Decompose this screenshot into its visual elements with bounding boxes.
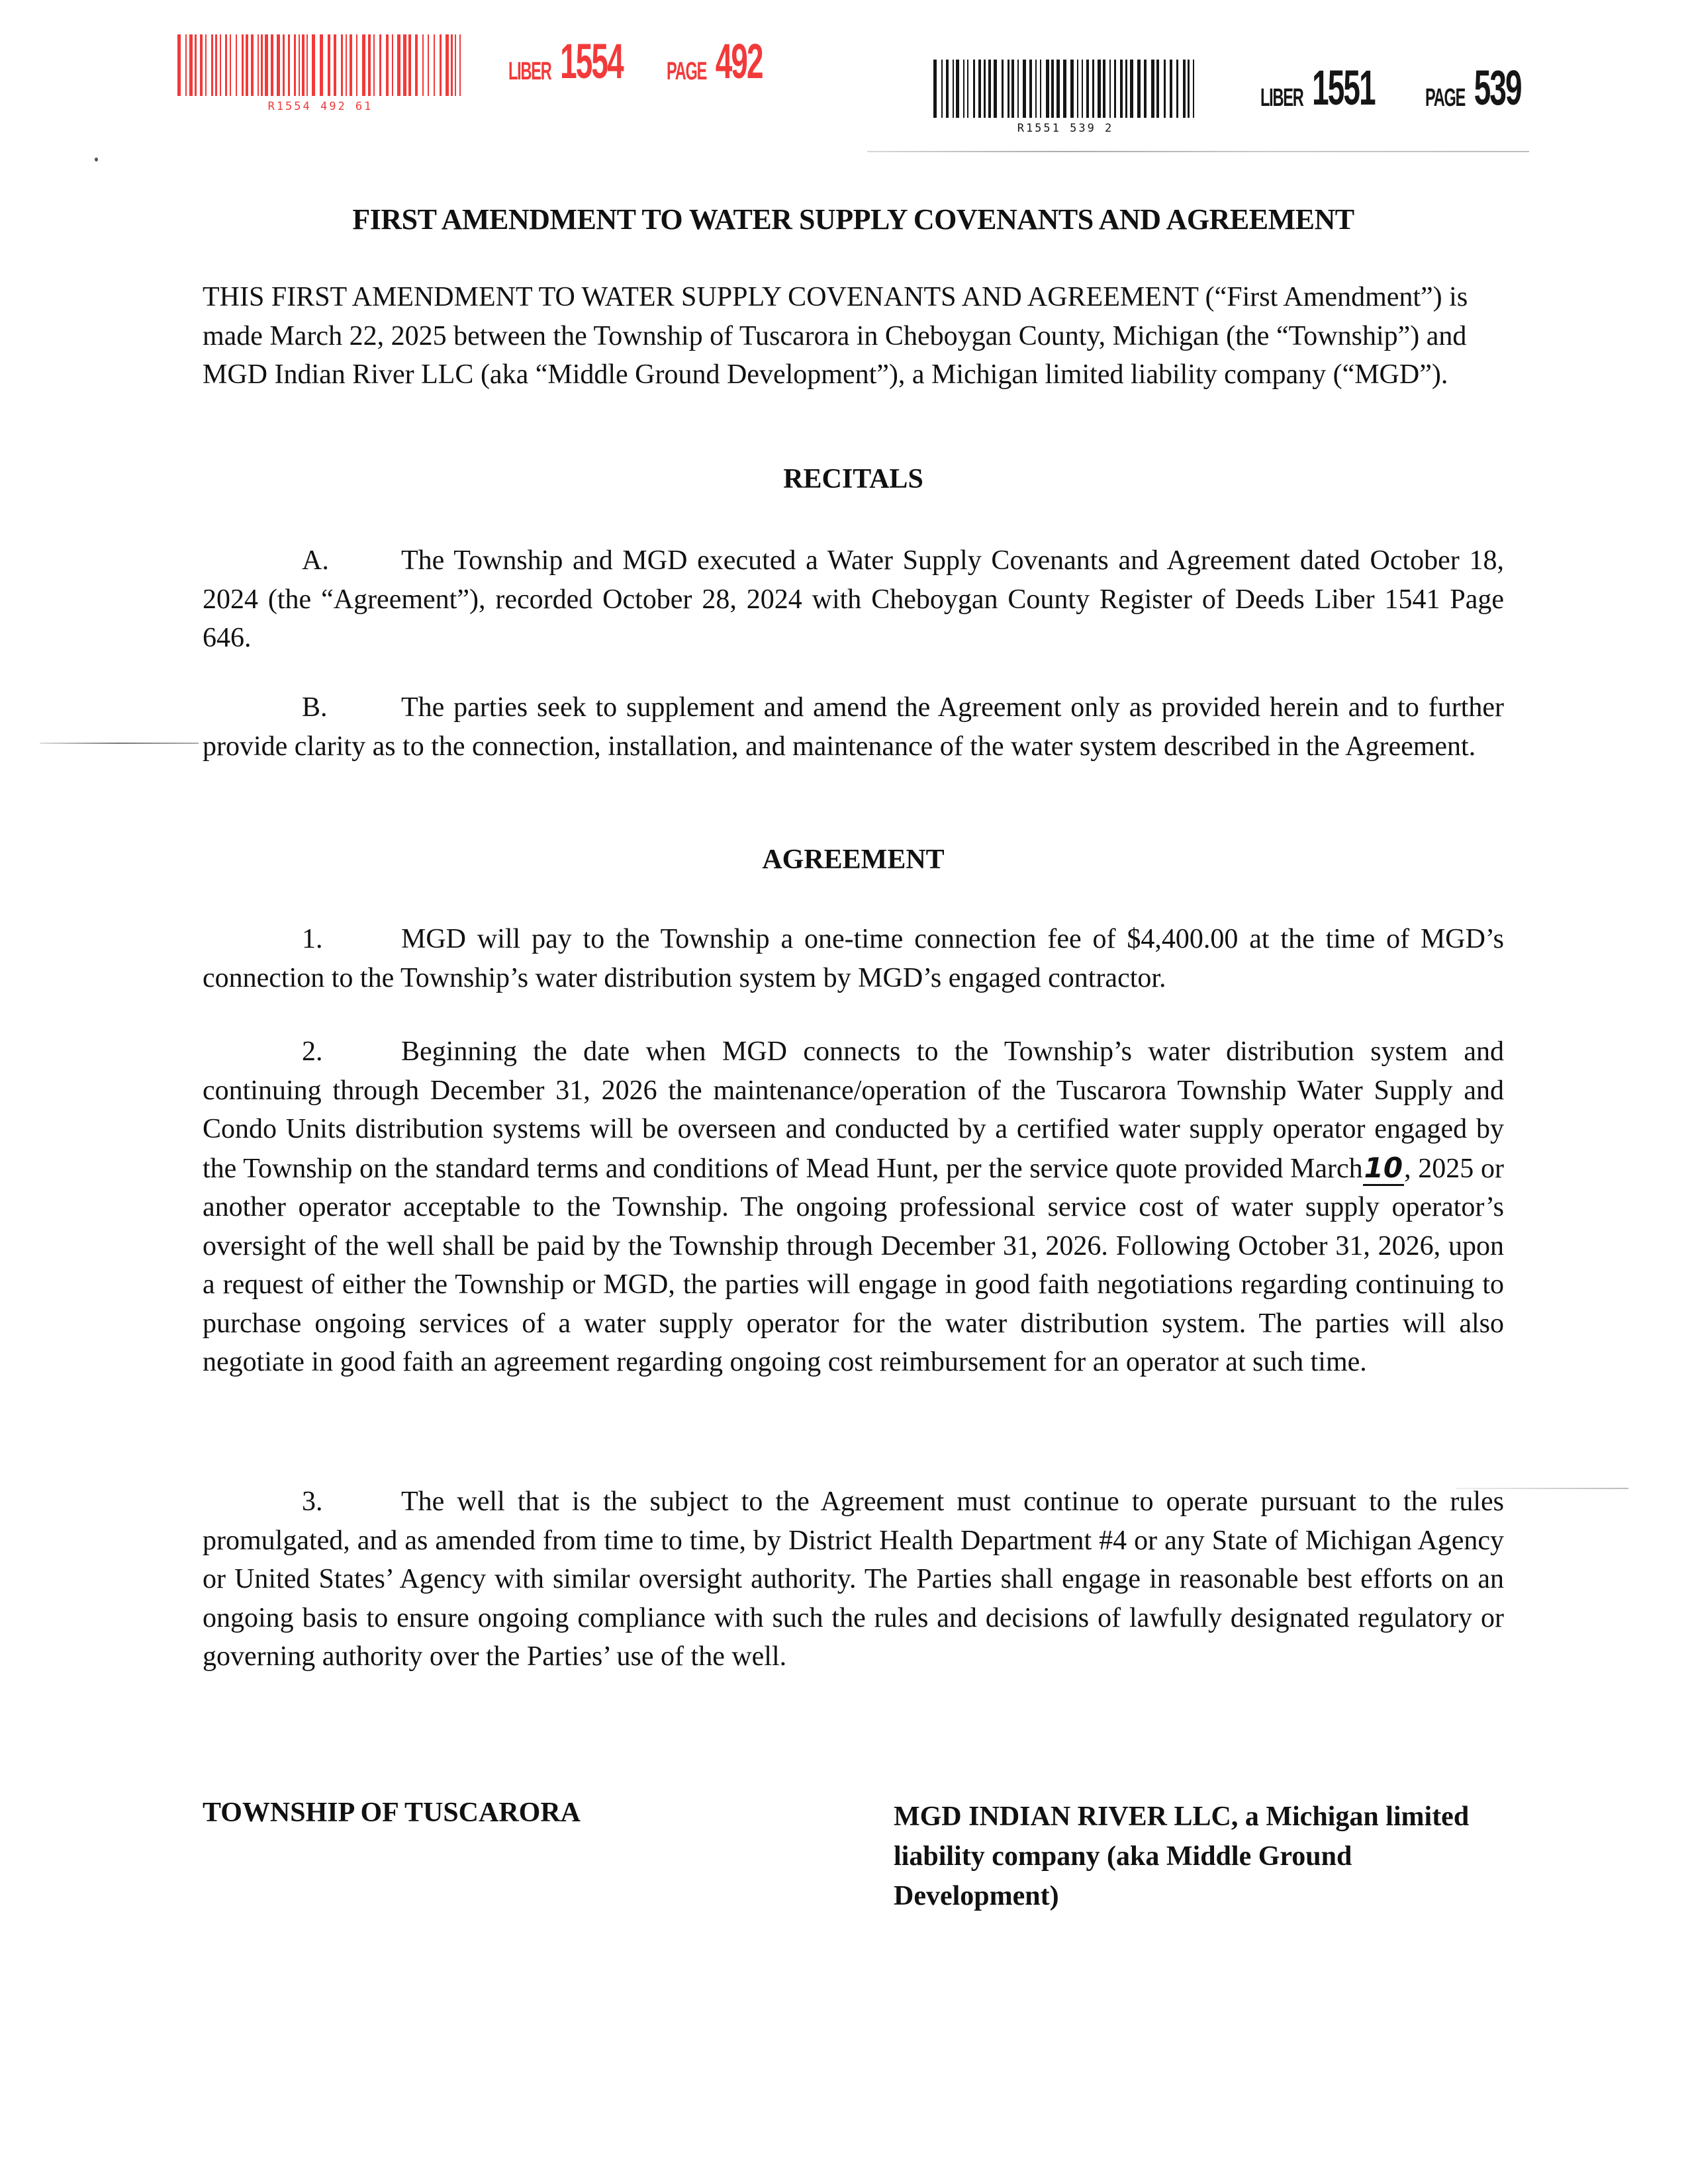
barcode-bar — [236, 34, 237, 96]
barcode-bar — [1023, 60, 1026, 118]
barcode-bar — [1082, 60, 1083, 118]
handwritten-date-annotation: 10 — [1363, 1152, 1404, 1186]
agreement-item-3 — [203, 1482, 1504, 1676]
liber-red — [508, 34, 623, 89]
barcode-bar — [953, 60, 954, 118]
barcode-bar — [1176, 60, 1178, 118]
barcode-bar — [283, 34, 285, 96]
barcode-bar — [1040, 60, 1041, 118]
barcode-bar — [415, 34, 418, 96]
agreement-item-2 — [203, 1032, 1504, 1382]
barcode-black — [933, 60, 1197, 135]
barcode-bar — [1092, 60, 1094, 118]
barcode-bar — [299, 34, 300, 96]
scan-artifact-line — [40, 743, 199, 744]
barcode-bar — [265, 34, 268, 96]
barcode-red — [177, 34, 463, 113]
barcode-bar — [1120, 60, 1123, 118]
barcode-bar — [459, 34, 461, 96]
barcode-bar — [373, 34, 375, 96]
barcode-bar — [341, 34, 343, 96]
barcode-bar — [242, 34, 244, 96]
barcode-bar — [251, 34, 254, 96]
barcode-bar — [288, 34, 290, 96]
agreement-heading: AGREEMENT — [762, 844, 945, 875]
barcode-bar — [1077, 60, 1078, 118]
agreement-item-1 — [203, 920, 1504, 997]
barcode-bar — [408, 34, 411, 96]
barcode-bar — [328, 34, 330, 96]
barcode-bar — [200, 34, 203, 96]
recital-a-label: A. — [302, 545, 329, 576]
barcode-bar — [1011, 60, 1014, 118]
barcode-bar — [455, 34, 456, 96]
barcode-bar — [440, 34, 442, 96]
barcode-bar — [984, 60, 986, 118]
barcode-bar — [428, 34, 429, 96]
page-red — [666, 34, 763, 89]
barcode-bar — [211, 34, 213, 96]
agreement-item-2-label: 2. — [302, 1036, 323, 1067]
barcode-bar — [1130, 60, 1133, 118]
barcode-bar — [220, 34, 221, 96]
barcode-bar — [386, 34, 389, 96]
barcode-bar — [1017, 60, 1019, 118]
liber-label-black: LIBER — [1260, 84, 1303, 112]
barcode-bar — [1156, 60, 1159, 118]
agreement-item-1-label: 1. — [302, 924, 323, 954]
barcode-bar — [1070, 60, 1074, 118]
barcode-number-black: R1551 539 2 — [1017, 122, 1114, 135]
barcode-bar — [185, 34, 187, 96]
barcode-bar — [1008, 60, 1009, 118]
barcode-bar — [1193, 60, 1194, 118]
barcode-bar — [334, 34, 336, 96]
barcode-bar — [973, 60, 975, 118]
barcode-bar — [362, 34, 365, 96]
barcode-bar — [1098, 60, 1101, 118]
barcode-bar — [346, 34, 347, 96]
barcode-bar — [246, 34, 248, 96]
barcode-bar — [445, 34, 449, 96]
barcode-bars-black — [933, 60, 1197, 118]
recitals-heading: RECITALS — [783, 464, 923, 494]
barcode-bar — [1063, 60, 1066, 118]
barcode-bar — [1002, 60, 1004, 118]
barcode-bar — [1035, 60, 1037, 118]
page-label-black: PAGE — [1425, 84, 1465, 112]
barcode-bar — [1170, 60, 1172, 118]
barcode-bar — [1137, 60, 1141, 118]
liber-value-black: 1551 — [1312, 60, 1375, 115]
barcode-bar — [306, 34, 308, 96]
page-black — [1425, 60, 1521, 115]
barcode-bar — [994, 60, 997, 118]
barcode-bar — [230, 34, 231, 96]
scan-artifact-line — [867, 151, 1529, 152]
barcode-bar — [225, 34, 227, 96]
barcode-bar — [277, 34, 280, 96]
agreement-item-3-label: 3. — [302, 1486, 323, 1517]
barcode-bar — [368, 34, 371, 96]
barcode-bar — [956, 60, 959, 118]
barcode-bar — [177, 34, 181, 96]
signature-party-mgd: MGD INDIAN RIVER LLC, a Michigan limited liability company (aka Middle Ground Development) — [894, 1801, 1470, 1911]
liber-black — [1260, 60, 1375, 115]
barcode-bar — [1029, 60, 1032, 118]
barcode-bar — [1103, 60, 1105, 118]
barcode-bar — [189, 34, 193, 96]
recording-stamp-red — [177, 34, 821, 113]
page-value-red: 492 — [715, 34, 763, 89]
barcode-bar — [1125, 60, 1127, 118]
barcode-bar — [294, 34, 296, 96]
barcode-bar — [988, 60, 991, 118]
barcode-number-red: R1554 492 61 — [267, 100, 373, 113]
barcode-bar — [356, 34, 357, 96]
page-value-black: 539 — [1474, 60, 1521, 115]
liber-value-red: 1554 — [560, 34, 623, 89]
barcode-bar — [302, 34, 305, 96]
agreement-item-2-text-after: , 2025 or another operator acceptable to the Township. The ongoing professional service cost of water supply operator’s oversight of the well shall be paid by the Township through December 31, 2026. Following October 31, 2026, upon a request of either the Township or MGD, the parties will engage in good faith negotiations regarding continuing to purchase ongoing services of a water supply operator for the water distribution system. The parties will also negotiate in good faith an agreement regarding ongoing cost reimbursement for an operator at such time. — [203, 1153, 1504, 1377]
document-title: FIRST AMENDMENT TO WATER SUPPLY COVENANTS AND AGREEMENT — [352, 203, 1354, 236]
preamble: THIS FIRST AMENDMENT TO WATER SUPPLY COVENANTS AND AGREEMENT (“First Amendment”) is made March 22, 2025 between the Township of Tuscarora in Cheboygan County, Michigan (the “Township”) and MGD Indian River LLC (aka “Middle Ground Development”), a Michigan limited liability company (“MGD”). — [203, 282, 1468, 390]
barcode-bar — [1114, 60, 1116, 118]
recital-b — [203, 688, 1504, 766]
signature-party-township: TOWNSHIP OF TUSCARORA — [203, 1797, 581, 1828]
barcode-bar — [1151, 60, 1154, 118]
liber-label-red: LIBER — [508, 58, 551, 85]
barcode-bar — [397, 34, 400, 96]
barcode-bar — [1056, 60, 1060, 118]
barcode-bar — [1051, 60, 1054, 118]
barcode-bar — [422, 34, 424, 96]
recital-b-text: The parties seek to supplement and amend the Agreement only as provided herein and to further provide clarity as to the connection, installation, and maintenance of the water system described in the Agreement. — [203, 692, 1504, 762]
agreement-item-2-text-before: Beginning the date when MGD connects to the Township’s water distribution system and continuing through December 31, 2026 the maintenance/operation of the Tuscarora Township Water Supply and Condo Units distribution systems will be overseen and conducted by a certified water supply operator engaged by the Township on the standard terms and conditions of Mead Hunt, per the service quote provided March — [203, 1036, 1504, 1184]
barcode-bar — [1164, 60, 1166, 118]
barcode-bar — [967, 60, 968, 118]
barcode-bar — [1046, 60, 1049, 118]
barcode-bar — [261, 34, 263, 96]
barcode-bar — [312, 34, 315, 96]
barcode-bar — [403, 34, 406, 96]
barcode-bars-red — [177, 34, 463, 96]
agreement-item-3-text: The well that is the subject to the Agreement must continue to operate pursuant to the rules promulgated, and as amended from time to time, by District Health Department #4 or any State of Michigan Agency or United States’ Agency with similar oversight authority. The Parties shall engage in reasonable best efforts on an ongoing basis to ensure ongoing compliance with such the rules and decisions of lawfully designated regulatory or governing authority over the Parties’ use of the well. — [203, 1486, 1504, 1672]
barcode-bar — [258, 34, 259, 96]
agreement-item-1-text: MGD will pay to the Township a one-time connection fee of $4,400.00 at the time of MGD’s connection to the Township’s water distribution system by MGD’s engaged contractor. — [203, 924, 1504, 993]
barcode-bar — [963, 60, 964, 118]
barcode-bar — [379, 34, 381, 96]
barcode-bar — [350, 34, 352, 96]
barcode-bar — [195, 34, 197, 96]
barcode-bar — [1109, 60, 1111, 118]
barcode-bar — [320, 34, 323, 96]
barcode-bar — [978, 60, 981, 118]
scan-speck — [95, 158, 98, 161]
barcode-bar — [434, 34, 435, 96]
barcode-bar — [1086, 60, 1089, 118]
barcode-bar — [392, 34, 393, 96]
barcode-bar — [215, 34, 217, 96]
recital-a-text: The Township and MGD executed a Water Supply Covenants and Agreement dated October 18, 2024 (the “Agreement”), recorded October 28, 2024 with Cheboygan County Register of Deeds Liber 1541 Page 646. — [203, 545, 1504, 653]
barcode-bar — [933, 60, 937, 118]
barcode-bar — [946, 60, 949, 118]
recital-b-label: B. — [302, 692, 328, 723]
recording-stamp-black — [933, 60, 1579, 135]
barcode-bar — [205, 34, 207, 96]
barcode-bar — [941, 60, 943, 118]
barcode-bar — [451, 34, 453, 96]
recital-a — [203, 541, 1504, 658]
barcode-bar — [1183, 60, 1186, 118]
page-label-red: PAGE — [666, 58, 706, 85]
barcode-bar — [271, 34, 273, 96]
barcode-bar — [1188, 60, 1190, 118]
barcode-bar — [1144, 60, 1147, 118]
